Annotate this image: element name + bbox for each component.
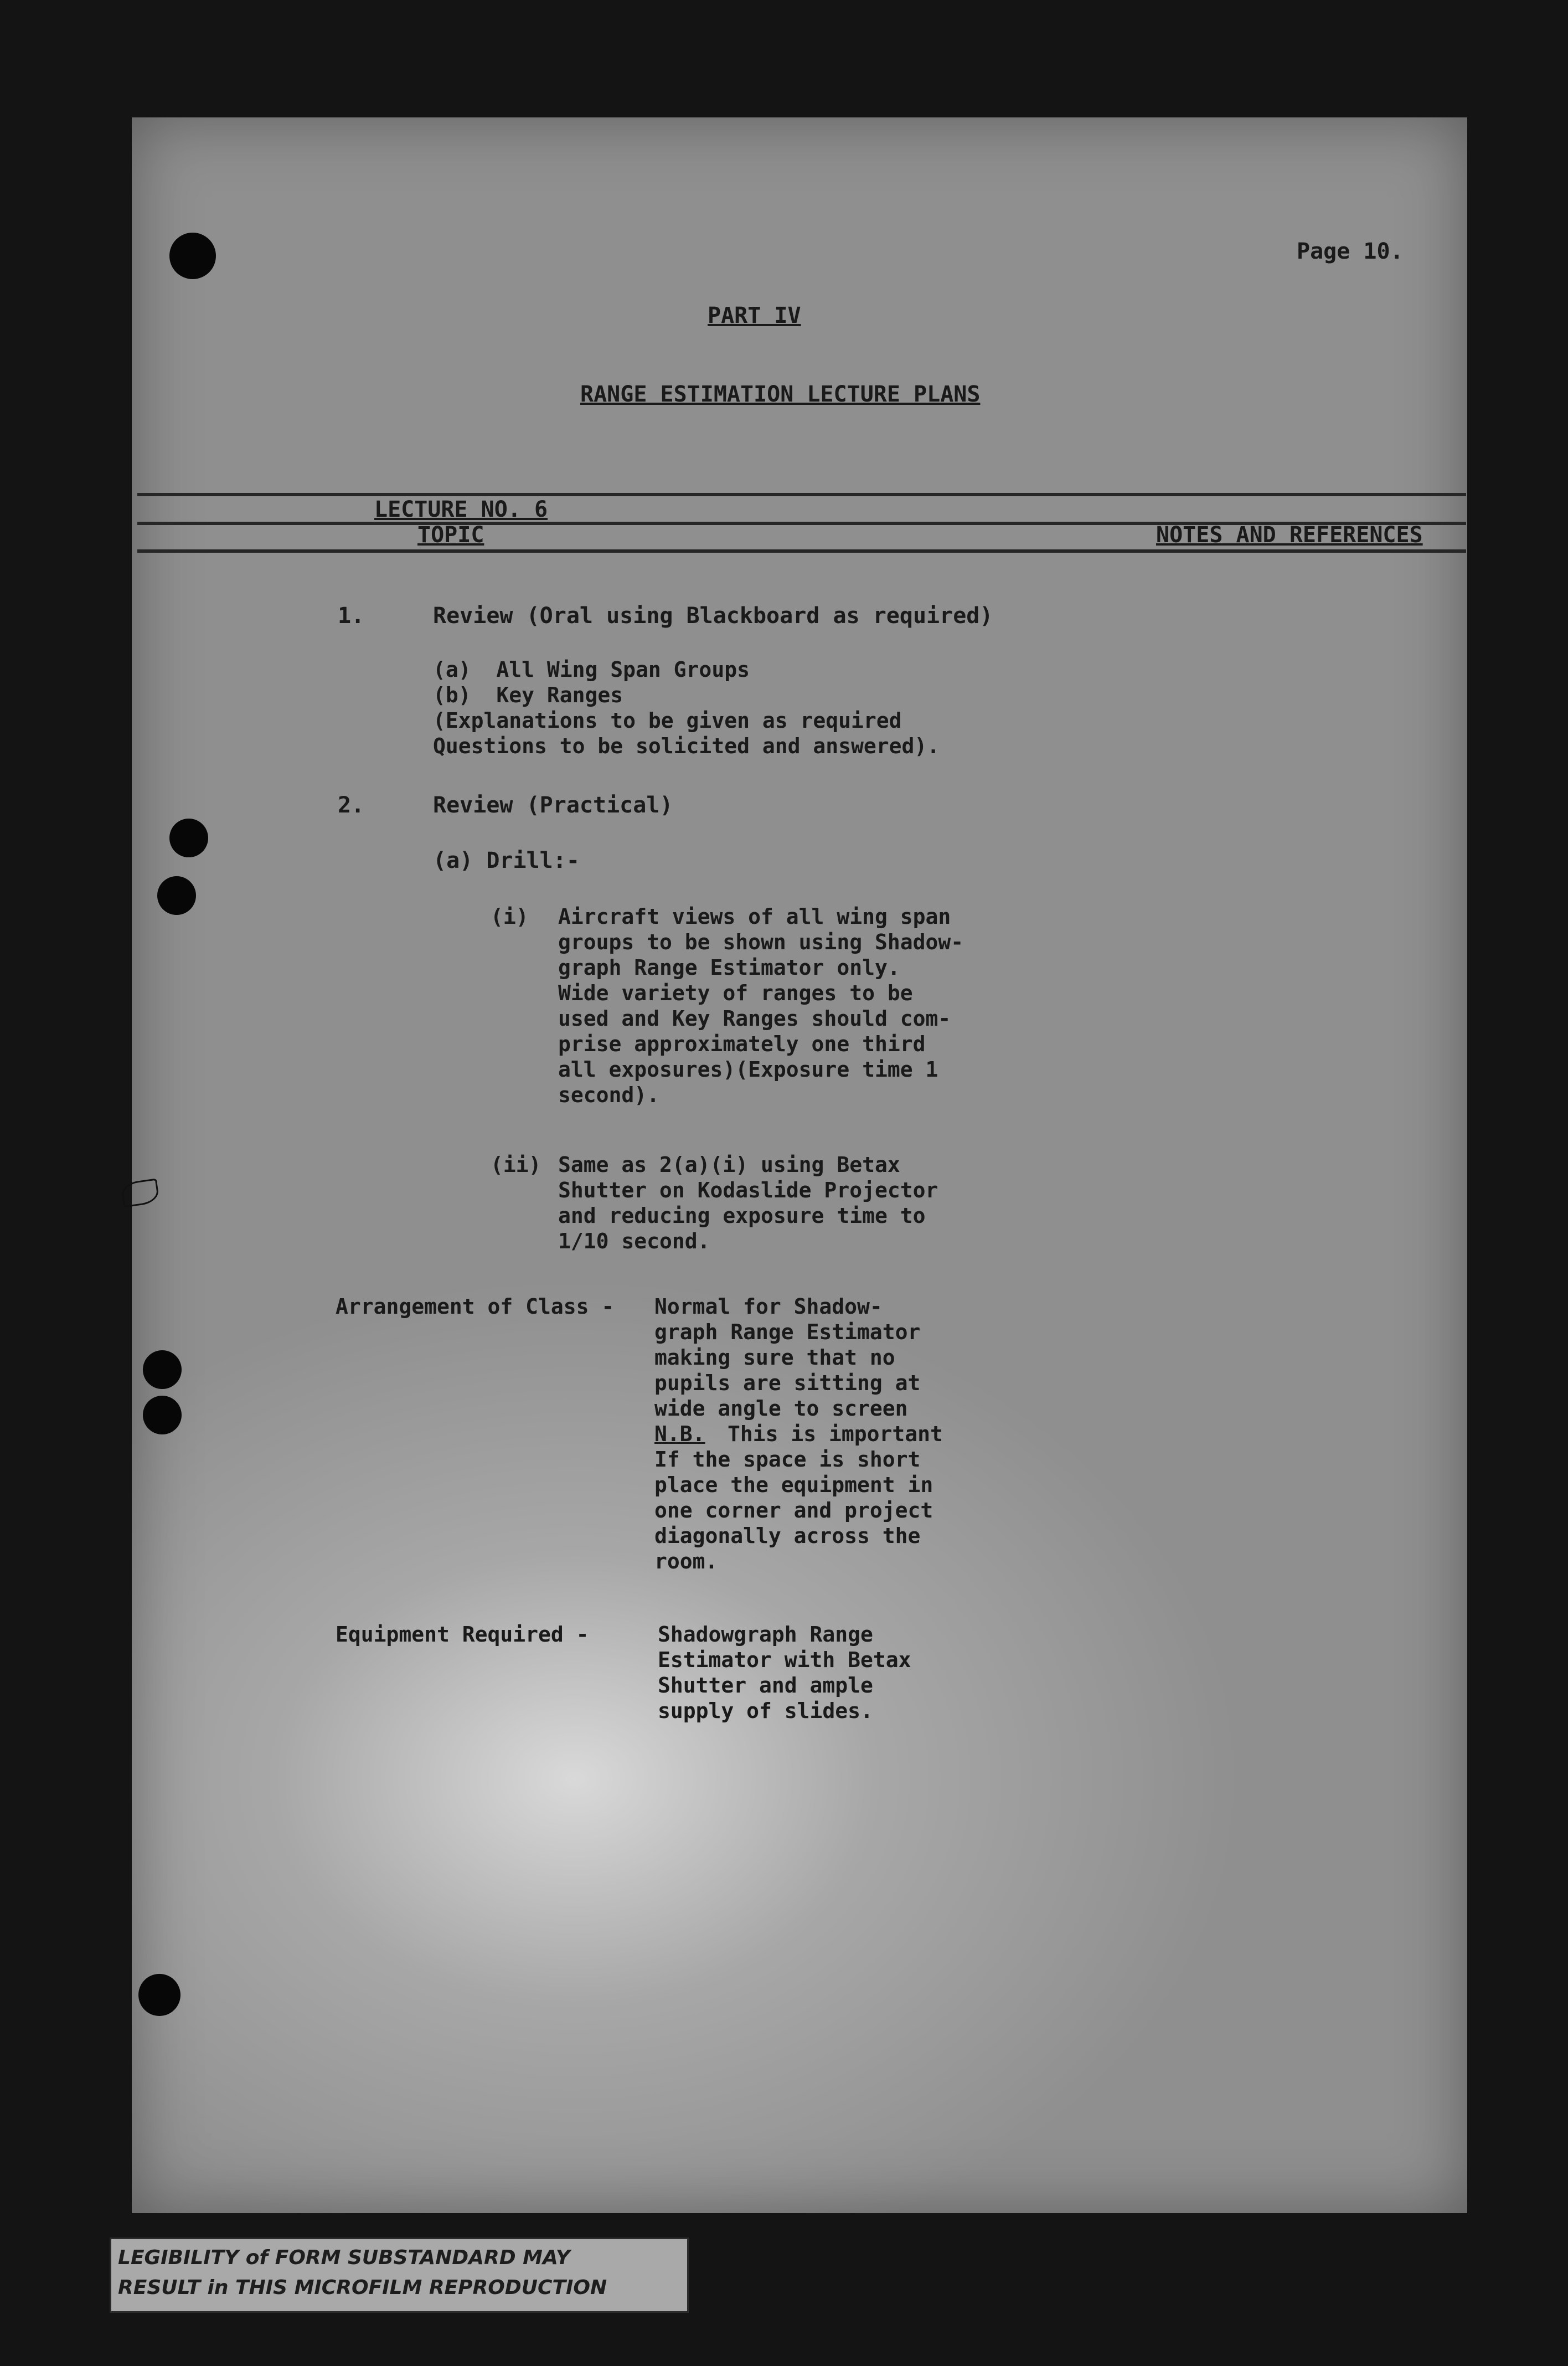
legibility-line: LEGIBILITY of FORM SUBSTANDARD MAY <box>118 2246 570 2269</box>
document-page <box>132 117 1467 2213</box>
header-rule-bottom <box>137 549 1466 553</box>
equipment-label: Equipment Required - <box>336 1622 589 1647</box>
equipment-line: supply of slides. <box>658 1699 873 1723</box>
arrangement-line: This is important <box>728 1422 943 1446</box>
arrangement-line: one corner and project <box>654 1498 933 1523</box>
part-heading: PART IV <box>708 303 801 328</box>
punch-hole <box>157 876 196 915</box>
punch-hole <box>143 1396 182 1434</box>
topic-header: TOPIC <box>417 522 484 548</box>
punch-hole <box>143 1350 182 1389</box>
sub-i-line: second). <box>558 1083 660 1107</box>
nota-bene: N.B. <box>654 1422 705 1446</box>
arrangement-line: wide angle to screen <box>654 1396 908 1421</box>
sub-i-line: Wide variety of ranges to be <box>558 981 913 1005</box>
punch-hole <box>169 233 216 279</box>
sub-i-line: all exposures)(Exposure time 1 <box>558 1057 938 1082</box>
legibility-line: RESULT in THIS MICROFILM REPRODUCTION <box>118 2276 607 2299</box>
item-1-number: 1. <box>338 603 365 629</box>
arrangement-line: pupils are sitting at <box>654 1371 921 1395</box>
sub-i-label: (i) <box>491 904 529 929</box>
sub-ii-line: 1/10 second. <box>558 1229 710 1253</box>
punch-hole <box>138 1974 180 2016</box>
sub-i-line: groups to be shown using Shadow- <box>558 930 964 954</box>
notes-header: NOTES AND REFERENCES <box>1156 522 1423 548</box>
arrangement-line: place the equipment in <box>654 1473 933 1497</box>
item-1-line: (b) Key Ranges <box>433 683 623 707</box>
sub-ii-label: (ii) <box>491 1153 541 1177</box>
page-number: Page 10. <box>1297 239 1404 264</box>
sub-i-line: Aircraft views of all wing span <box>558 904 951 929</box>
lecture-number: LECTURE NO. 6 <box>374 497 548 522</box>
item-1-line: (a) All Wing Span Groups <box>433 657 750 682</box>
sub-i-line: used and Key Ranges should com- <box>558 1006 951 1031</box>
equipment-line: Shadowgraph Range <box>658 1622 873 1647</box>
arrangement-line: graph Range Estimator <box>654 1320 921 1344</box>
item-1-line: (Explanations to be given as required <box>433 708 902 733</box>
sub-i-line: graph Range Estimator only. <box>558 955 900 980</box>
sub-i-line: prise approximately one third <box>558 1032 926 1056</box>
equipment-line: Shutter and ample <box>658 1673 873 1698</box>
equipment-line: Estimator with Betax <box>658 1648 911 1672</box>
item-1-heading: Review (Oral using Blackboard as required) <box>433 603 993 629</box>
punch-hole <box>169 819 208 857</box>
drill-label: (a) Drill:- <box>433 848 580 873</box>
margin-mark <box>120 1179 159 1208</box>
arrangement-line: room. <box>654 1549 718 1573</box>
item-2-number: 2. <box>338 793 365 818</box>
arrangement-line: If the space is short <box>654 1447 921 1472</box>
sub-ii-line: Same as 2(a)(i) using Betax <box>558 1153 900 1177</box>
arrangement-line: making sure that no <box>654 1345 895 1370</box>
item-2-heading: Review (Practical) <box>433 793 673 818</box>
header-rule-top <box>137 493 1466 496</box>
arrangement-label: Arrangement of Class - <box>336 1294 615 1319</box>
sub-ii-line: and reducing exposure time to <box>558 1203 926 1228</box>
arrangement-line: Normal for Shadow- <box>654 1294 883 1319</box>
legibility-notice <box>110 2238 689 2313</box>
document-title: RANGE ESTIMATION LECTURE PLANS <box>580 382 981 407</box>
arrangement-line: diagonally across the <box>654 1524 921 1548</box>
sub-ii-line: Shutter on Kodaslide Projector <box>558 1178 938 1202</box>
item-1-line: Questions to be solicited and answered). <box>433 734 940 758</box>
